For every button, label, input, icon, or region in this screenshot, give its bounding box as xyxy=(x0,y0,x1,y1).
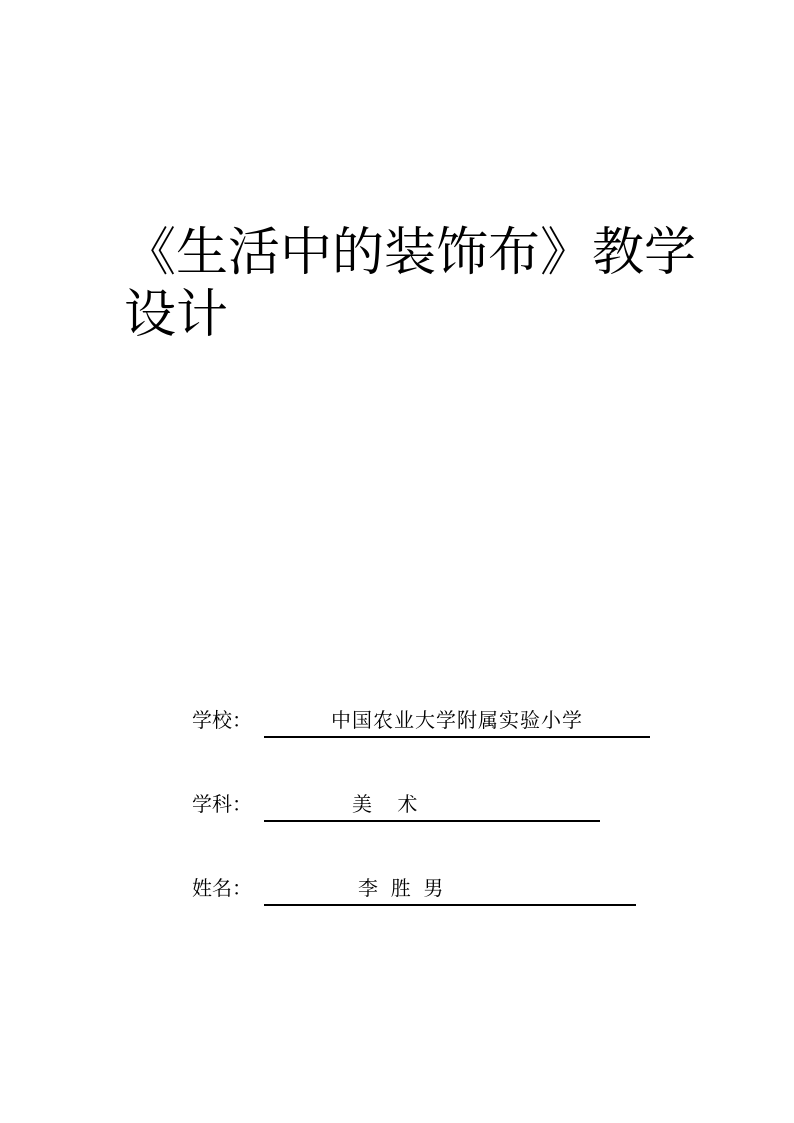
name-label: 姓名： xyxy=(192,876,252,900)
subject-label: 学科： xyxy=(192,792,252,816)
title-line-1: 《生活中的装饰布》教学 xyxy=(124,223,697,283)
school-value: 中国农业大学附属实验小学 xyxy=(331,708,583,732)
subject-underline xyxy=(264,820,600,822)
subject-value: 美 术 xyxy=(352,792,418,816)
name-underline xyxy=(264,904,636,906)
name-value: 李 胜 男 xyxy=(358,876,444,900)
document-title xyxy=(124,222,704,346)
title-line-2: 设计 xyxy=(124,285,229,345)
school-underline xyxy=(264,736,650,738)
school-label: 学校： xyxy=(192,708,252,732)
